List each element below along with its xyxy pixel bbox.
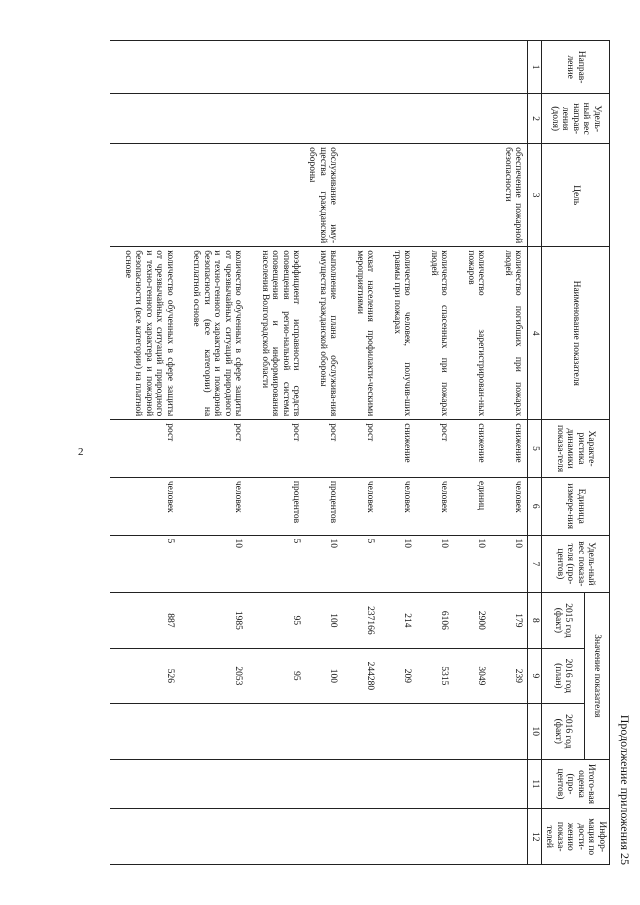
column-number: 3 (528, 144, 542, 247)
column-number: 5 (528, 420, 542, 478)
info (417, 809, 454, 865)
indicator-name: количество зарегистрирован-ных пожаров (454, 247, 491, 420)
unit: человек (380, 477, 417, 535)
value-2016-plan: 2053 (179, 648, 248, 703)
header-2016-plan: 2016 год (план) (542, 648, 585, 703)
indicator-name: охват населения профилакти-ческими мероприятиями (343, 247, 380, 420)
header-2016-fact: 2016 год (факт) (542, 704, 585, 759)
indicator-name: коэффициент исправности средств оповещения регио-нальной системы оповещения и информирования населения Волгоградской области (248, 247, 306, 420)
column-number: 12 (528, 809, 542, 865)
indicator-weight: 10 (491, 535, 529, 593)
value-2016-plan: 526 (111, 648, 180, 703)
table-row (306, 41, 343, 865)
info (248, 809, 306, 865)
value-2015-fact: 1985 (179, 593, 248, 648)
dynamics: рост (248, 420, 306, 478)
header-values-group: Значение показателя (584, 593, 609, 759)
column-number: 6 (528, 477, 542, 535)
value-2016-plan: 239 (491, 648, 529, 703)
indicator-name: количество человек, получив-ших травмы при пожарах (380, 247, 417, 420)
value-2016-fact (248, 704, 306, 759)
header-goal: Цель (542, 144, 610, 247)
column-numbers-row (528, 41, 542, 865)
total-score (179, 759, 248, 809)
page-number: 2 (78, 446, 84, 458)
value-2015-fact: 179 (491, 593, 529, 648)
header-dynamics: Характе-ристика динамики показа-теля (542, 420, 610, 478)
column-number: 4 (528, 247, 542, 420)
value-2016-fact (306, 704, 343, 759)
value-2015-fact: 237166 (343, 593, 380, 648)
total-score (306, 759, 343, 809)
dynamics: рост (179, 420, 248, 478)
goal-civil-defense: обслуживание иму-щества гражданской обороны (111, 144, 343, 247)
unit: человек (343, 477, 380, 535)
total-score (343, 759, 380, 809)
indicator-weight: 10 (179, 535, 248, 593)
table-row (491, 41, 529, 865)
dynamics: снижение (380, 420, 417, 478)
total-score (380, 759, 417, 809)
value-2016-plan: 209 (380, 648, 417, 703)
indicators-table (111, 40, 611, 865)
total-score (417, 759, 454, 809)
unit: человек (111, 477, 180, 535)
total-score (111, 759, 180, 809)
info (491, 809, 529, 865)
indicator-weight: 5 (343, 535, 380, 593)
header-unit: Единица измере-ния (542, 477, 610, 535)
value-2015-fact: 6106 (417, 593, 454, 648)
total-score (454, 759, 491, 809)
value-2015-fact: 214 (380, 593, 417, 648)
indicator-name: количество обученных в сфере защиты от чрезвычайных ситуаций природного и техно-генного характера и пожарной безопасности (все категории) на платной основе (111, 247, 180, 420)
value-2016-plan: 95 (248, 648, 306, 703)
header-indicator-name: Наименование показателя (542, 247, 610, 420)
value-2016-fact (111, 704, 180, 759)
header-total-score: Итого-вая оценка (про-центов) (542, 759, 610, 809)
value-2016-plan: 5315 (417, 648, 454, 703)
indicator-weight: 10 (306, 535, 343, 593)
column-number: 10 (528, 704, 542, 759)
value-2016-fact (454, 704, 491, 759)
unit: процентов (306, 477, 343, 535)
header-info: Инфор-мация по дости-жению показа-телей (542, 809, 610, 865)
column-number: 8 (528, 593, 542, 648)
value-2016-fact (380, 704, 417, 759)
value-2015-fact: 95 (248, 593, 306, 648)
info (454, 809, 491, 865)
value-2015-fact: 100 (306, 593, 343, 648)
value-2016-plan: 3049 (454, 648, 491, 703)
header-direction: Направ-ление (542, 41, 610, 94)
unit: процентов (248, 477, 306, 535)
indicator-weight: 5 (111, 535, 180, 593)
info (111, 809, 180, 865)
dynamics: снижение (454, 420, 491, 478)
appendix-continuation-note: Продолжение приложения 25 (618, 714, 632, 865)
header-2015-fact: 2015 год (факт) (542, 593, 585, 648)
indicator-weight: 5 (248, 535, 306, 593)
direction-cell (111, 41, 529, 94)
total-score (491, 759, 529, 809)
column-number: 11 (528, 759, 542, 809)
goal-fire-safety: обеспечение пожарной безопасности (343, 144, 529, 247)
indicator-weight: 10 (454, 535, 491, 593)
column-number: 1 (528, 41, 542, 94)
dynamics: рост (417, 420, 454, 478)
value-2016-fact (179, 704, 248, 759)
rotated-page-content (75, 40, 635, 865)
total-score (248, 759, 306, 809)
column-number: 2 (528, 94, 542, 144)
header-direction-weight: Удель-ный вес направ-ления (доля) (542, 94, 610, 144)
column-number: 9 (528, 648, 542, 703)
indicator-weight: 10 (380, 535, 417, 593)
value-2015-fact: 2900 (454, 593, 491, 648)
indicator-name: выполнение плана обслужива-ния имущества гражданской обороны (306, 247, 343, 420)
value-2016-fact (343, 704, 380, 759)
dynamics: снижение (491, 420, 529, 478)
dynamics: рост (306, 420, 343, 478)
column-number: 7 (528, 535, 542, 593)
info (380, 809, 417, 865)
indicator-weight: 10 (417, 535, 454, 593)
indicator-name: количество погибших при пожарах людей (491, 247, 529, 420)
direction-weight-cell (111, 94, 529, 144)
header-indicator-weight: Удель-ный вес показа-теля (про-центов) (542, 535, 610, 593)
unit: человек (417, 477, 454, 535)
indicator-name: количество обученных в сфере защиты от чрезвычайных ситуаций природного и техно-генного характера и пожарной безопасности (все категории) на бесплатной основе (179, 247, 248, 420)
dynamics: рост (111, 420, 180, 478)
info (306, 809, 343, 865)
dynamics: рост (343, 420, 380, 478)
value-2016-plan: 100 (306, 648, 343, 703)
value-2016-plan: 244280 (343, 648, 380, 703)
value-2015-fact: 887 (111, 593, 180, 648)
indicator-name: количество спасенных при пожарах людей (417, 247, 454, 420)
unit: единиц (454, 477, 491, 535)
value-2016-fact (491, 704, 529, 759)
info (343, 809, 380, 865)
unit: человек (491, 477, 529, 535)
value-2016-fact (417, 704, 454, 759)
info (179, 809, 248, 865)
unit: человек (179, 477, 248, 535)
